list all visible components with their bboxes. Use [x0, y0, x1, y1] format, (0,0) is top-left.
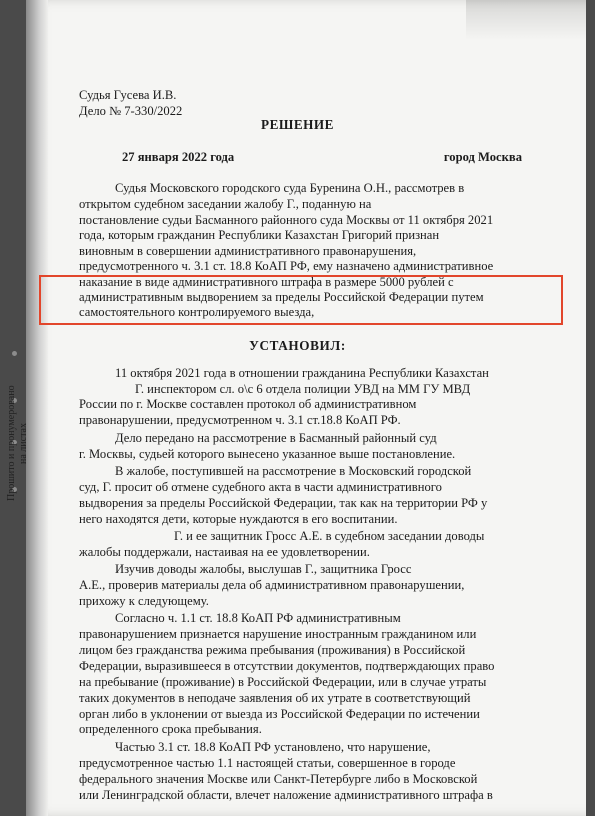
binding-stamp — [6, 378, 42, 508]
intro-line: постановление судьи Басманного районного суда Москвы от 11 октября 2021 — [79, 213, 494, 227]
body-line: орган либо в уклонении от выезда из Российской Федерации по истечении — [79, 707, 480, 721]
body-line: предусмотренное частью 1.1 настоящей статьи, совершенное в городе — [79, 756, 456, 770]
body-line: на пребывание (проживание) в Российской Федерации, или в случае утраты — [79, 675, 487, 689]
intro-line: Судья Московского городского суда Буренина О.Н., рассмотрев в — [115, 181, 465, 195]
intro-line: административным выдворением за пределы Российской Федерации путем — [79, 290, 484, 304]
intro-line: предусмотренного ч. 3.1 ст. 18.8 КоАП РФ, ему назначено административное — [79, 259, 494, 273]
document-title: РЕШЕНИЕ — [261, 117, 334, 132]
body-line: Федерации, выразившееся в отсутствии документов, подтверждающих право — [79, 659, 495, 673]
body-line: правонарушением признается нарушение иностранным гражданином или — [79, 627, 477, 641]
binding-stamp-line2: на листах — [18, 422, 29, 464]
body-line: Согласно ч. 1.1 ст. 18.8 КоАП РФ административным — [115, 611, 401, 625]
decision-date: 27 января 2022 года — [122, 150, 235, 164]
judge-name: Судья Гусева И.В. — [79, 88, 177, 102]
body-line: Дело передано на рассмотрение в Басманный районный суд — [115, 431, 437, 445]
body-line: лицом без гражданства режима пребывания (проживания) в Российской — [79, 643, 466, 657]
body-line: федерального значения Москве или Санкт-Петербурге либо в Московской — [79, 772, 478, 786]
intro-line: виновным в совершении административного правонарушения, — [79, 244, 417, 258]
case-number: Дело № 7-330/2022 — [79, 103, 183, 118]
body-line: или Ленинградской области, влечет наложение административного штрафа в — [79, 788, 493, 802]
body-line: него находятся дети, которые нуждаются в его воспитании. — [79, 512, 398, 526]
body-line: таких документов в неподаче заявления об их утрате в соответствующий — [79, 691, 471, 705]
intro-line: года, которым гражданин Республики Казахстан Григорий признан — [79, 228, 440, 242]
body-line: России по г. Москве составлен протокол об административном — [79, 397, 417, 411]
body-line: суд, Г. просит об отмене судебного акта в части административного — [79, 480, 442, 494]
body-line: прихожу к следующему. — [79, 594, 209, 608]
body-line: г. Москвы, судьей которого вынесено указанное выше постановление. — [79, 447, 456, 461]
body-line: Г. инспектором сл. о\с 6 отдела полиции УВД на ММ ГУ МВД — [135, 382, 471, 396]
intro-line: самостоятельного контролируемого выезда, — [79, 305, 315, 319]
body-line: выдворения за пределы Российской Федерации, так как на территории РФ у — [79, 496, 488, 510]
scan-shadow — [466, 0, 586, 40]
date-line — [122, 150, 522, 165]
section-heading: УСТАНОВИЛ: — [249, 338, 346, 353]
body-line: В жалобе, поступившей на рассмотрение в Московский городской — [115, 464, 472, 478]
case-header — [79, 88, 182, 119]
body-line: Г. и ее защитник Гросс А.Е. в судебном заседании доводы — [174, 529, 485, 543]
body-line: 11 октября 2021 года в отношении гражданина Республики Казахстан — [115, 366, 489, 380]
decision-city: город Москва — [443, 150, 522, 164]
intro-line: наказание в виде административного штрафа в размере 5000 рублей с — [79, 275, 454, 289]
body-line: Частью 3.1 ст. 18.8 КоАП РФ установлено, что нарушение, — [115, 740, 431, 754]
body-line: правонарушении, предусмотренном ч. 3.1 ст.18.8 КоАП РФ. — [79, 413, 401, 427]
intro-line: открытом судебном заседании жалобу Г., поданную на — [79, 197, 372, 211]
binding-stamp-line1: Прошито и пронумеровано — [6, 385, 17, 501]
body-line: определенного срока пребывания. — [79, 722, 262, 736]
highlight-annotation — [39, 275, 563, 325]
body-line: А.Е., проверив материалы дела об административном правонарушении, — [79, 578, 465, 592]
body-line: Изучив доводы жалобы, выслушав Г., защитника Гросс — [115, 562, 412, 576]
body-line: жалобы поддержали, настаивая на ее удовлетворении. — [79, 545, 370, 559]
